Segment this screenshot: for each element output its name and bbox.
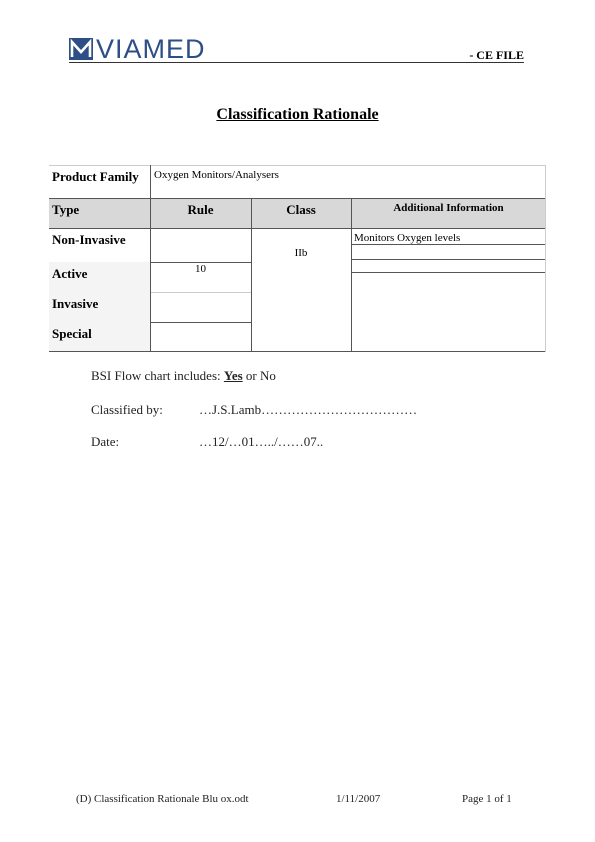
bsi-flow-chart-line bbox=[91, 368, 276, 384]
column-header-rule: Rule bbox=[187, 202, 214, 217]
table-line bbox=[351, 259, 546, 260]
bsi-yes-answer: Yes bbox=[223, 368, 243, 383]
footer-date: 1/11/2007 bbox=[336, 793, 381, 805]
table-line bbox=[49, 198, 546, 199]
footer-document-name: (D) Classification Rationale Blu ox.odt bbox=[76, 793, 249, 805]
page-title: Classification Rationale bbox=[216, 106, 379, 123]
date-label: Date: bbox=[91, 434, 120, 449]
row-label-non-invasive: Non-Invasive bbox=[52, 232, 126, 247]
table-line bbox=[49, 165, 546, 166]
class-value: IIb bbox=[294, 247, 308, 259]
footer-page-number: Page 1 of 1 bbox=[462, 793, 512, 805]
product-family-label: Product Family bbox=[52, 169, 139, 184]
header-divider bbox=[69, 62, 524, 63]
column-header-additional-information: Additional Information bbox=[393, 202, 504, 214]
table-line bbox=[150, 292, 251, 293]
additional-info-value: Monitors Oxygen levels bbox=[354, 232, 461, 244]
table-line bbox=[545, 165, 546, 352]
table-line bbox=[150, 262, 251, 263]
table-line bbox=[49, 228, 546, 229]
classification-table bbox=[49, 165, 546, 352]
table-line bbox=[351, 272, 546, 273]
table-line bbox=[351, 244, 546, 245]
classified-by-value: …J.S.Lamb……………………………… bbox=[199, 402, 418, 417]
bsi-flow-chart-prefix: BSI Flow chart includes: bbox=[91, 368, 224, 383]
viamed-logo bbox=[69, 36, 206, 62]
bsi-flow-chart-suffix: or No bbox=[242, 368, 276, 383]
classified-by-label: Classified by: bbox=[91, 402, 163, 417]
column-header-type: Type bbox=[52, 202, 80, 217]
table-line bbox=[150, 165, 151, 352]
brand-name: VIAMED bbox=[96, 34, 206, 64]
column-header-class: Class bbox=[286, 202, 316, 217]
file-tag: - CE FILE bbox=[469, 48, 524, 62]
date-value: …12/…01…../……07.. bbox=[199, 434, 324, 449]
table-line bbox=[150, 322, 251, 323]
row-label-special: Special bbox=[49, 322, 150, 352]
row-label-active: Active bbox=[49, 262, 150, 292]
table-line bbox=[351, 198, 352, 352]
product-family-value: Oxygen Monitors/Analysers bbox=[154, 169, 279, 181]
table-line bbox=[49, 351, 546, 352]
table-line bbox=[251, 198, 252, 352]
logo-mark-icon bbox=[69, 38, 93, 60]
active-rule-value: 10 bbox=[195, 263, 206, 275]
row-label-invasive: Invasive bbox=[49, 292, 150, 322]
